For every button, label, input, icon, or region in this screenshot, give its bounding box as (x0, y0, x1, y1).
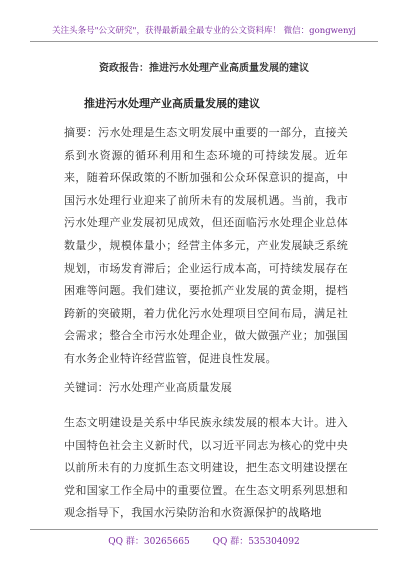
section-heading: 推进污水处理产业高质量发展的建议 (84, 97, 260, 110)
body-paragraph: 生态文明建设是关系中华民族永续发展的根本大计。进入中国特色社会主义新时代，以习近平同志为核心的党中央以前所未有的力度抓生态文明建设，把生态文明建设摆在党和国家工作全局中的重要位置。在生态文明系列思想和观念指导下，我国水污染防治和水资源保护的战略地 (64, 416, 348, 520)
page-header-banner: 关注头条号"公文研究"，获得最新最全最专业的公文资料库！ 微信：gongwenyj (52, 26, 356, 36)
footer-qq-group-1: QQ 群：30265665 (108, 537, 190, 547)
document-title: 资政报告：推进污水处理产业高质量发展的建议 (99, 63, 309, 74)
keywords-line: 关键词：污水处理产业高质量发展 (64, 381, 232, 394)
abstract-paragraph: 摘要：污水处理是生态文明发展中重要的一部分，直接关系到水资源的循环利用和生态环境的可持续发展。近年来，随着环保政策的不断加强和公众环保意识的提高，中国污水处理行业迎来了前所未有的发展机遇。当前，我市污水处理产业发展初见成效，但还面临污水处理企业总体数量少，规模体量小；经营主体多元，产业发展缺乏系统规划，市场发育滞后；企业运行成本高，可持续发展存在困难等问题。我们建议，要抢抓产业发展的黄金期，提档跨新的突破期，着力优化污水处理项目空间布局，满足社会需求；整合全市污水处理企业，做大做强产业；加强国有水务企业特许经营监管，促进良性发展。 (64, 126, 348, 365)
footer-divider (30, 529, 378, 530)
header-divider (30, 41, 378, 42)
footer-qq-group-2: QQ 群：535304092 (212, 537, 300, 547)
page-footer (0, 534, 408, 547)
